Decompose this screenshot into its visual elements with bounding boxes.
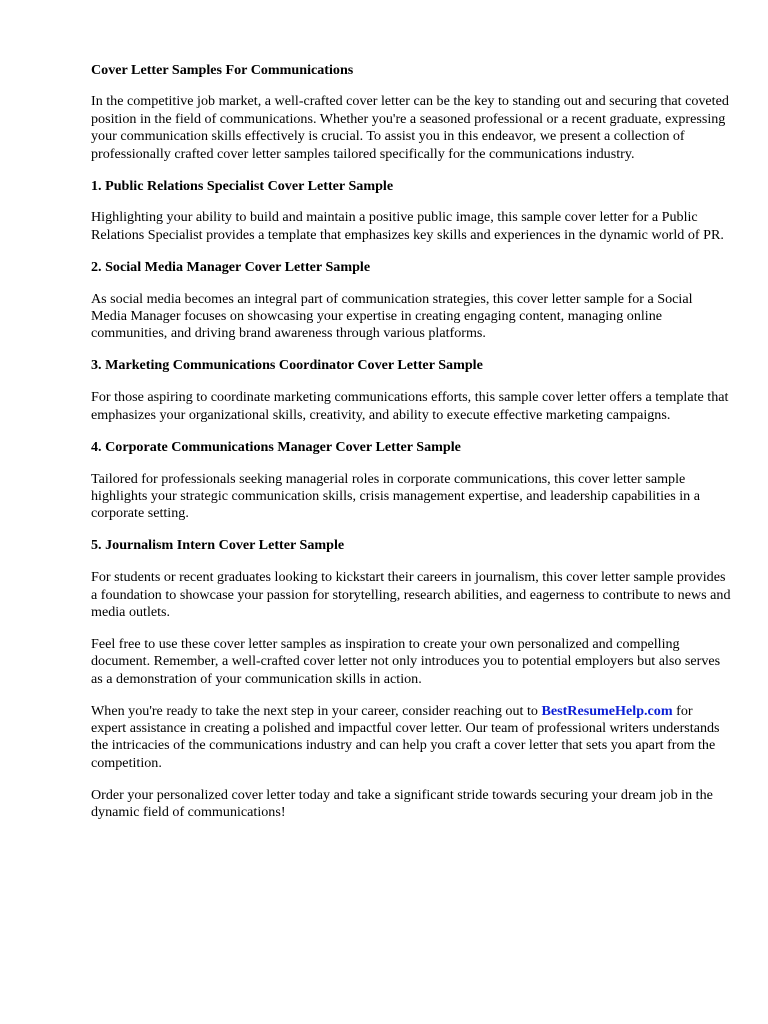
section-heading-social-media: 2. Social Media Manager Cover Letter Sample (91, 258, 371, 275)
document-title: Cover Letter Samples For Communications (91, 62, 354, 78)
section-heading-public-relations: 1. Public Relations Specialist Cover Letter Sample (91, 177, 394, 194)
closing-paragraph: Feel free to use these cover letter samples as inspiration to create your own personalized and compelling document. Remember, a well-crafted cover letter not only introduces you to potential employers but also serves as a demonstration of your communication skills in action. (91, 635, 721, 687)
section-heading-marketing-communications: 3. Marketing Communications Coordinator Cover Letter Sample (91, 357, 483, 374)
bestresumehelp-link[interactable]: BestResumeHelp.com (541, 702, 673, 719)
cta-suffix-text: for expert assistance in creating a polished and impactful cover letter. Our team of professional writers understands the intricacies of the communications industry and can help you craft a cover letter that sets you apart from the competition. (91, 702, 720, 771)
section-body-public-relations: Highlighting your ability to build and maintain a positive public image, this sample cover letter for a Public Relations Specialist provides a template that emphasizes key skills and experiences in the dynamic world of PR. (91, 209, 724, 243)
section-heading-journalism-intern: 5. Journalism Intern Cover Letter Sample (91, 537, 345, 554)
cta-paragraph (91, 703, 731, 773)
section-body-corporate-communications: Tailored for professionals seeking managerial roles in corporate communications, this cover letter sample highlights your strategic communication skills, crisis management expertise, and leadership capabilities in a corporate setting. (91, 470, 701, 522)
section-body-journalism-intern: For students or recent graduates looking to kickstart their careers in journalism, this cover letter sample provides a foundation to showcase your passion for storytelling, research abilities, and eagerness to contribute to news and media outlets. (91, 569, 731, 620)
section-body-marketing-communications: For those aspiring to coordinate marketing communications efforts, this sample cover letter offers a template that emphasizes your organizational skills, creativity, and ability to execute effective marketing campaigns. (91, 389, 729, 423)
document-page (91, 62, 731, 836)
section-heading-corporate-communications: 4. Corporate Communications Manager Cover Letter Sample (91, 438, 461, 455)
cta-prefix-text: When you're ready to take the next step in your career, consider reaching out to (91, 702, 538, 719)
section-body-social-media: As social media becomes an integral part of communication strategies, this cover letter sample for a Social Media Manager focuses on showcasing your expertise in creating engaging content, managing online communities, and driving brand awareness through various platforms. (91, 290, 693, 342)
final-paragraph: Order your personalized cover letter today and take a significant stride towards securing your dream job in the dynamic field of communications! (91, 786, 713, 821)
intro-paragraph: In the competitive job market, a well-crafted cover letter can be the key to standing out and securing that coveted position in the field of communications. Whether you're a seasoned professional or a recent graduate, expressing your communication skills effectively is crucial. To assist you in this endeavor, we present a collection of professionally crafted cover letter samples tailored specifically for the communications industry. (91, 93, 729, 162)
